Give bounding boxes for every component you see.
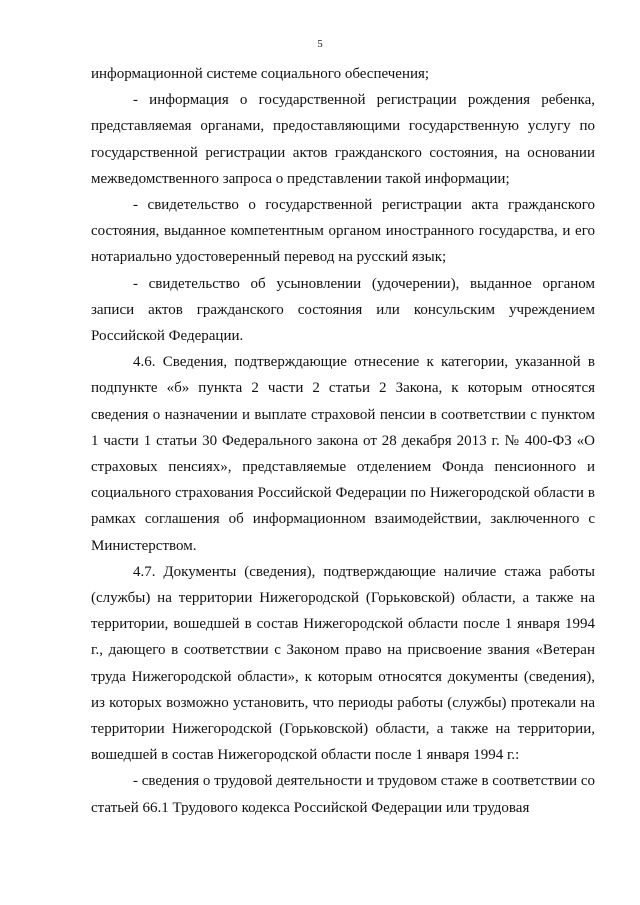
paragraph-continuation: информационной системе социального обеспечения;: [91, 66, 430, 82]
paragraph-section-4-6: 4.6. Сведения, подтверждающие отнесение к категории, указанной в подпункте «б» пункта 2 части 2 статьи 2 Закона, к которым относятся сведения о назначении и выплате страховой пенсии в соответствии с пунктом 1 части 1 статьи 30 Федерального закона от 28 декабря 2013 г. № 400-ФЗ «О страховых пенсиях», представляемые отделением Фонда пенсионного и социального страхования Российской Федерации по Нижегородской области в рамках соглашения об информационном взаимодействии, заключенного с Министерством.: [91, 354, 595, 554]
list-item-adoption-certificate: - свидетельство об усыновлении (удочерении), выданное органом записи актов гражданского состояния или консульским учреждением Российской Федерации.: [91, 275, 595, 345]
paragraph-section-4-7: 4.7. Документы (сведения), подтверждающие наличие стажа работы (службы) на территории Нижегородской (Горьковской) области, а также на территории, вошедшей в состав Нижегородской области после 1 января 1994 г., дающего в соответствии с Законом право на присвоение звания «Ветеран труда Нижегородской области», к которым относятся документы (сведения), из которых возможно установить, что периоды работы (службы) протекали на территории Нижегородской (Горьковской) области, а также на территории, вошедшей в состав Нижегородской области после 1 января 1994 г.:: [91, 563, 595, 764]
list-item-labor-activity: - сведения о трудовой деятельности и трудовом стаже в соответствии со статьей 66.1 Трудового кодекса Российской Федерации или трудовая: [91, 773, 595, 816]
page-number: 5: [317, 38, 323, 50]
document-body: [91, 61, 595, 821]
list-item-birth-registration: - информация о государственной регистрации рождения ребенка, представляемая органами, предоставляющими государственную услугу по государственной регистрации актов гражданского состояния, на основании межведомственного запроса о представлении такой информации;: [91, 92, 595, 187]
list-item-foreign-certificate: - свидетельство о государственной регистрации акта гражданского состояния, выданное компетентным органом иностранного государства, и его нотариально удостоверенный перевод на русский язык;: [91, 197, 595, 266]
